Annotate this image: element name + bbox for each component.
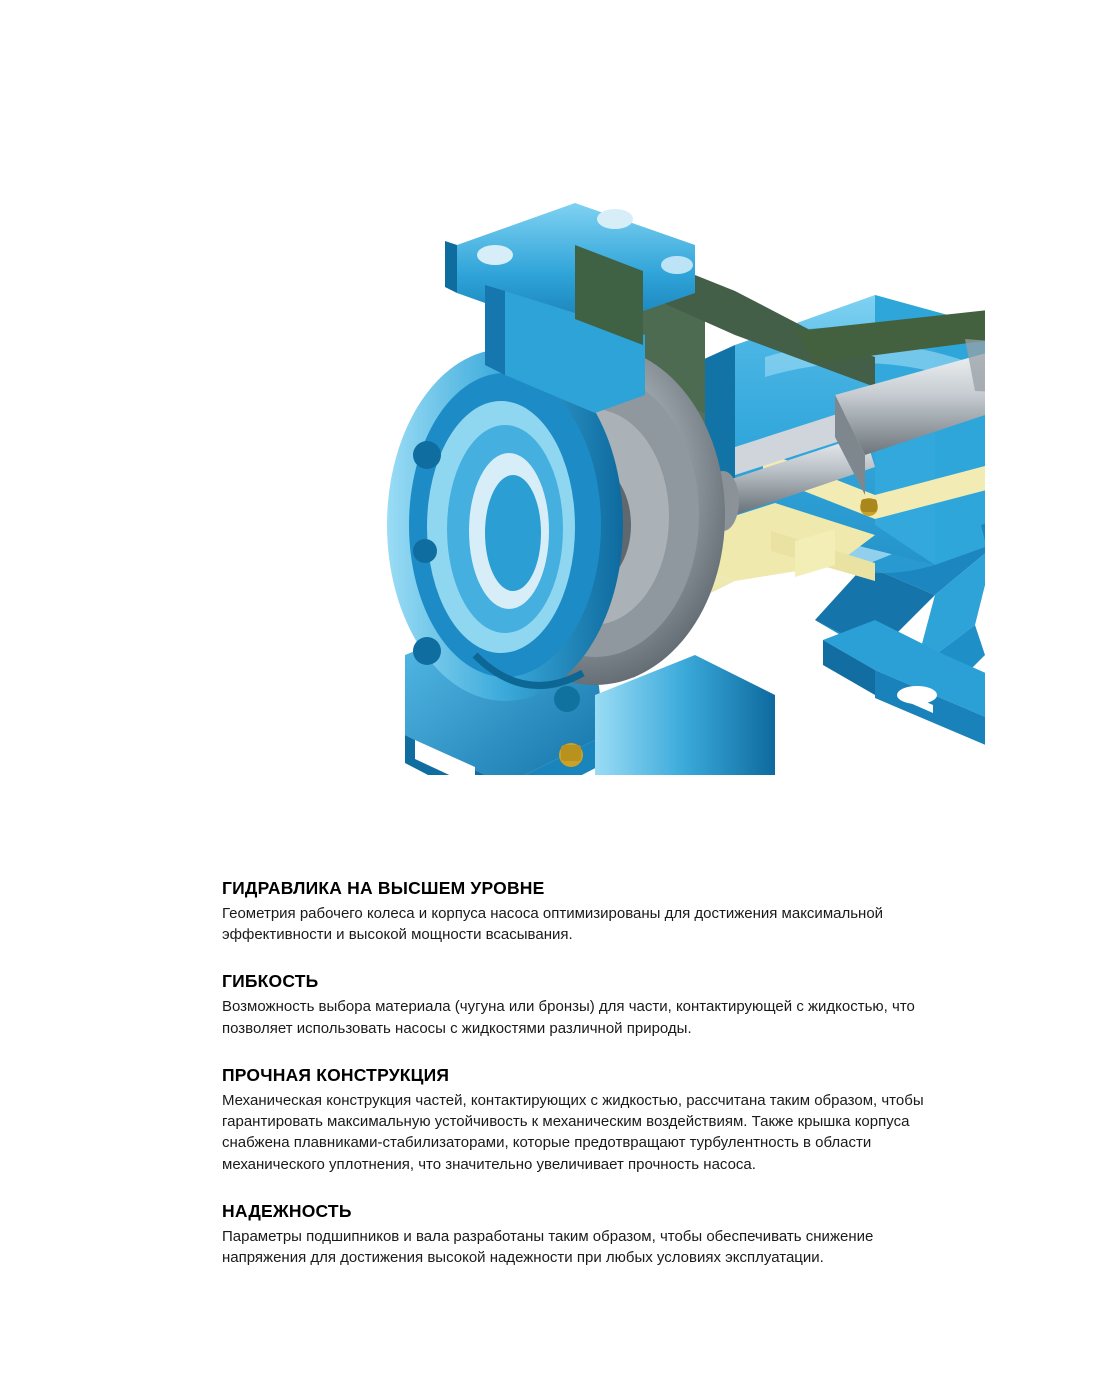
section-flexibility [222, 971, 952, 1038]
section-body-hydraulics: Геометрия рабочего колеса и корпуса насоса оптимизированы для достижения максимальной эффективности и высокой мощности всасывания. [222, 904, 884, 944]
section-hydraulics [222, 878, 952, 945]
section-reliability [222, 1201, 952, 1268]
section-body-reliability: Параметры подшипников и вала разработаны таким образом, чтобы обеспечивать снижение напряжения для достижения высокой надежности при любых условиях эксплуатации. [222, 1227, 874, 1267]
section-heading-robust-construction: ПРОЧНАЯ КОНСТРУКЦИЯ [222, 1064, 450, 1085]
pump-cutaway-figure [175, 95, 985, 775]
section-body-robust-construction: Механическая конструкция частей, контактирующих с жидкостью, рассчитана таким образом, чтобы гарантировать максимальную устойчивость к механическим воздействиям. Также крышка корпуса снабжена плавниками-стабилизаторами, которые предотвращают турбулентность в области механического уплотнения, что значительно увеличивает прочность насоса. [222, 1091, 924, 1173]
features-text-block [222, 878, 952, 1268]
section-heading-hydraulics: ГИДРАВЛИКА НА ВЫСШЕМ УРОВНЕ [222, 878, 545, 898]
section-robust-construction [222, 1065, 952, 1175]
section-heading-flexibility: ГИБКОСТЬ [222, 971, 319, 992]
pump-cutaway-svg [175, 95, 985, 775]
section-heading-reliability: НАДЕЖНОСТЬ [222, 1201, 352, 1221]
section-body-flexibility: Возможность выбора материала (чугуна или бронзы) для части, контактирующей с жидкостью, что позволяет использовать насосы с жидкостями различной природы. [222, 998, 915, 1037]
